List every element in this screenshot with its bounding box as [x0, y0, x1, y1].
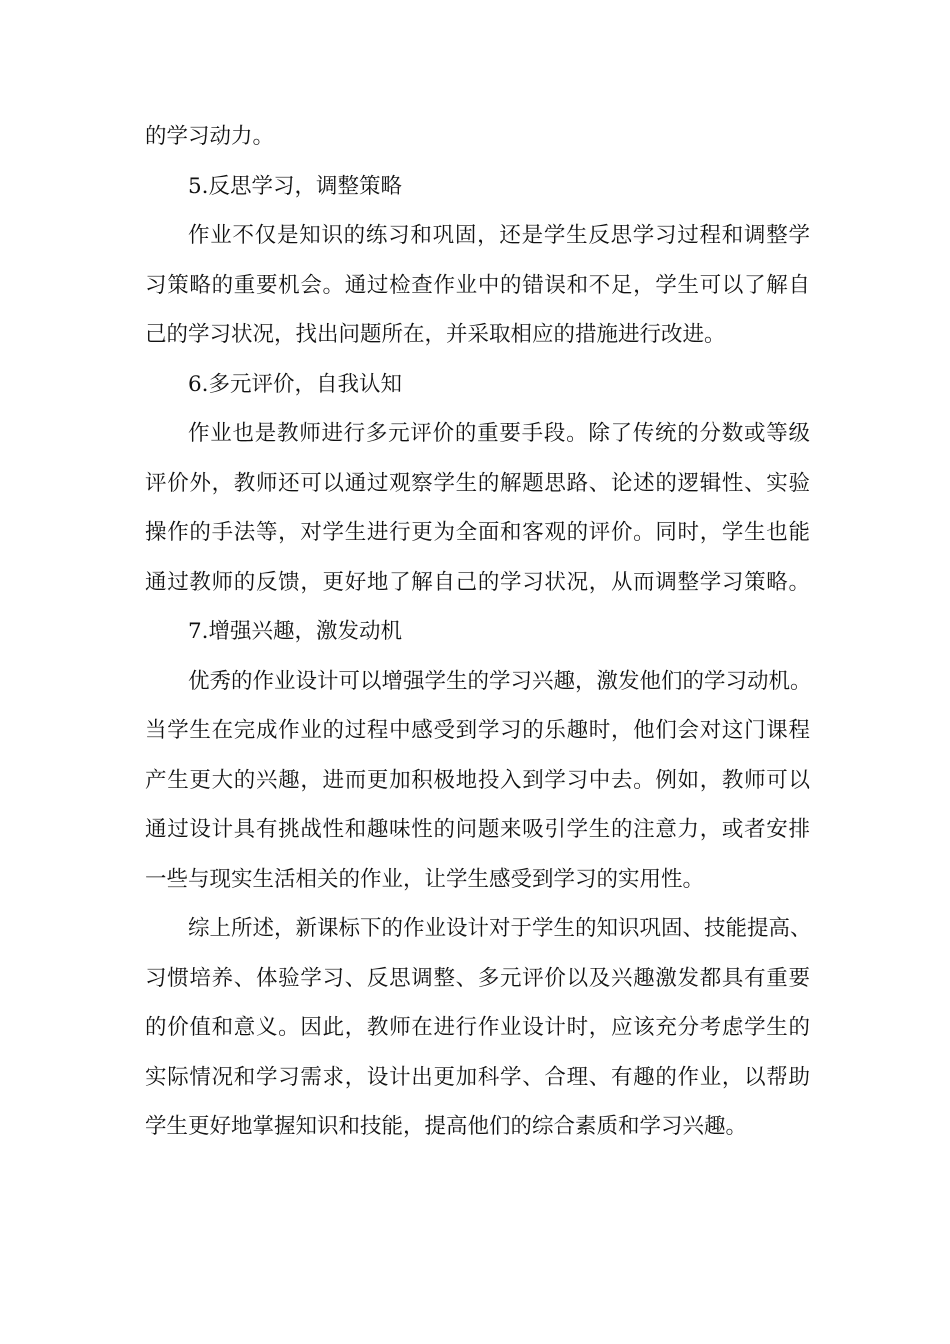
- paragraph-line: 习策略的重要机会。通过检查作业中的错误和不足，学生可以了解自: [145, 272, 810, 298]
- section-heading-5: 5.反思学习，调整策略: [188, 173, 403, 199]
- paragraph-line: 己的学习状况，找出问题所在，并采取相应的措施进行改进。: [145, 322, 726, 347]
- paragraph-line: 的价值和意义。因此，教师在进行作业设计时，应该充分考虑学生的: [145, 1015, 810, 1040]
- paragraph-line: 作业不仅是知识的练习和巩固，还是学生反思学习过程和调整学: [188, 223, 810, 248]
- paragraph-line: 作业也是教师进行多元评价的重要手段。除了传统的分数或等级: [188, 421, 810, 446]
- paragraph-line: 实际情况和学习需求，设计出更加科学、合理、有趣的作业，以帮助: [145, 1064, 810, 1090]
- paragraph-line: 学生更好地掌握知识和技能，提高他们的综合素质和学习兴趣。: [145, 1114, 748, 1139]
- document-body: [145, 112, 810, 1152]
- section-heading-6: 6.多元评价，自我认知: [188, 371, 403, 397]
- paragraph-line: 通过教师的反馈，更好地了解自己的学习状况，从而调整学习策略。: [145, 569, 810, 595]
- paragraph-line: 评价外，教师还可以通过观察学生的解题思路、论述的逻辑性、实验: [145, 470, 810, 496]
- paragraph-line: 产生更大的兴趣，进而更加积极地投入到学习中去。例如，教师可以: [145, 767, 810, 793]
- paragraph-line: 操作的手法等，对学生进行更为全面和客观的评价。同时，学生也能: [145, 520, 810, 545]
- paragraph-line: 当学生在完成作业的过程中感受到学习的乐趣时，他们会对这门课程: [145, 718, 810, 743]
- paragraph-line: 的学习动力。: [145, 124, 275, 149]
- section-heading-7: 7.增强兴趣，激发动机: [188, 619, 403, 644]
- paragraph-line: 习惯培养、体验学习、反思调整、多元评价以及兴趣激发都具有重要: [145, 965, 810, 991]
- paragraph-line: 综上所述，新课标下的作业设计对于学生的知识巩固、技能提高、: [188, 916, 812, 941]
- paragraph-line: 优秀的作业设计可以增强学生的学习兴趣，激发他们的学习动机。: [188, 668, 812, 694]
- paragraph-line: 通过设计具有挑战性和趣味性的问题来吸引学生的注意力，或者安排: [145, 817, 810, 842]
- paragraph-line: 一些与现实生活相关的作业，让学生感受到学习的实用性。: [145, 866, 705, 892]
